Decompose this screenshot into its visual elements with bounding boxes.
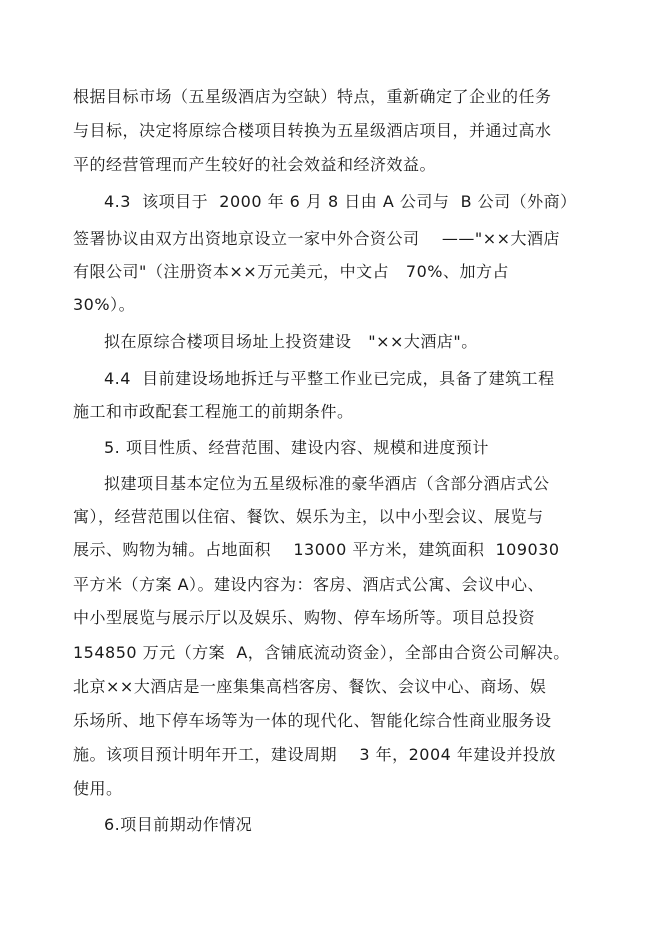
text-line: 签署协议由双方出资地京设立一家中外合资公司 ——"××大酒店 bbox=[73, 229, 561, 248]
text-line: 使用。 bbox=[73, 779, 123, 798]
text-line: 北京××大酒店是一座集集高档客房、餐饮、会议中心、商场、娱 bbox=[73, 677, 547, 696]
text-line: 30%）。 bbox=[73, 295, 136, 314]
text-line: 4.4 目前建设场地拆迁与平整工作业已完成，具备了建筑工程 bbox=[104, 369, 555, 388]
text-line: 平方米（方案 A）。建设内容为：客房、酒店式公寓、会议中心、 bbox=[73, 575, 545, 594]
text-line: 中小型展览与展示厅以及娱乐、购物、停车场所等。项目总投资 bbox=[73, 608, 536, 627]
section-heading: 6.项目前期动作情况 bbox=[104, 815, 253, 834]
text-line: 与目标，决定将原综合楼项目转换为五星级酒店项目，并通过高水 bbox=[73, 121, 552, 140]
section-heading: 5. 项目性质、经营范围、建设内容、规模和进度预计 bbox=[104, 438, 489, 457]
text-line: 有限公司"（注册资本××万元美元，中文占 70%、加方占 bbox=[73, 262, 509, 281]
text-line: 拟建项目基本定位为五星级标准的豪华酒店（含部分酒店式公 bbox=[104, 474, 550, 493]
text-line: 平的经营管理而产生较好的社会效益和经济效益。 bbox=[73, 155, 437, 174]
text-line: 154850 万元（方案 A，含铺底流动资金），全部由合资公司解决。 bbox=[73, 643, 570, 662]
text-line: 拟在原综合楼项目场址上投资建设 "××大酒店"。 bbox=[104, 332, 478, 351]
text-line: 施。该项目预计明年开工，建设周期 3 年，2004 年建设并投放 bbox=[73, 745, 556, 764]
text-line: 4.3 该项目于 2000 年 6 月 8 日由 A 公司与 B 公司（外商） bbox=[104, 192, 577, 211]
text-line: 乐场所、地下停车场等为一体的现代化、智能化综合性商业服务设 bbox=[73, 711, 552, 730]
text-line: 根据目标市场（五星级酒店为空缺）特点，重新确定了企业的任务 bbox=[73, 87, 552, 106]
text-line: 寓），经营范围以住宿、餐饮、娱乐为主，以中小型会议、展览与 bbox=[73, 507, 544, 526]
text-line: 施工和市政配套工程施工的前期条件。 bbox=[73, 402, 354, 421]
text-line: 展示、购物为辅。占地面积 13000 平方米，建筑面积 109030 bbox=[73, 540, 560, 559]
